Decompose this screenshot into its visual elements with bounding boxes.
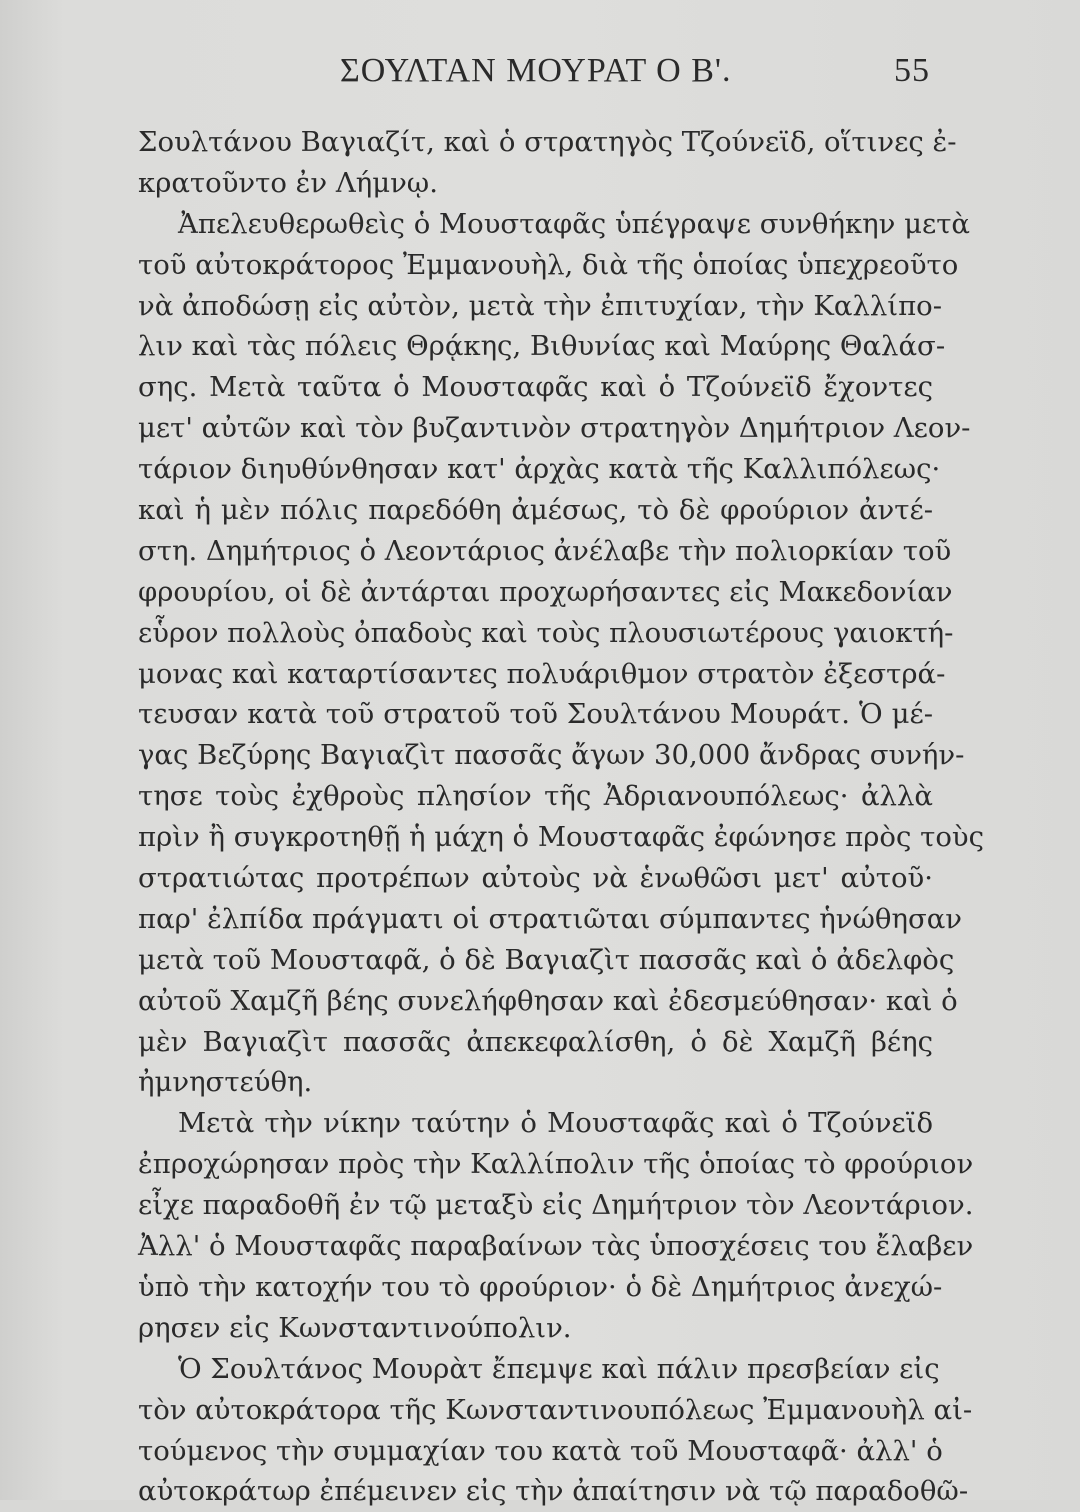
text-line: μονας καὶ καταρτίσαντες πολυάριθμον στρατὸν ἐξεστρά- (138, 657, 946, 690)
text-line: τούμενος τὴν συμμαχίαν του κατὰ τοῦ Μουσταφᾶ· ἀλλ' ὁ (138, 1434, 943, 1467)
text-line: τευσαν κατὰ τοῦ στρατοῦ τοῦ Σουλτάνου Μουράτ. Ὁ μέ- (138, 698, 933, 731)
text-line: Ὁ Σουλτάνος Μουρὰτ ἔπεμψε καὶ πάλιν πρεσβείαν εἰς (178, 1352, 940, 1385)
text-line: ὑπὸ τὴν κατοχήν του τὸ φρούριον· ὁ δὲ Δημήτριος ἀνεχώ- (138, 1270, 943, 1303)
text-line: κρατοῦντο ἐν Λήμνῳ. (138, 166, 438, 199)
text-line: καὶ ἡ μὲν πόλις παρεδόθη ἀμέσως, τὸ δὲ φρούριον ἀντέ- (138, 494, 933, 527)
text-line: εἶχε παραδοθῆ ἐν τῷ μεταξὺ εἰς Δημήτριον τὸν Λεοντάριον. (138, 1189, 974, 1222)
page-number: 55 (894, 52, 930, 89)
text-line: στη. Δημήτριος ὁ Λεοντάριος ἀνέλαβε τὴν πολιορκίαν τοῦ (138, 534, 952, 567)
text-line: Σουλτάνου Βαγιαζίτ, καὶ ὁ στρατηγὸς Τζούνεϊδ, οἵτινες ἐ- (138, 126, 957, 158)
text-line: στρατιώτας προτρέπων αὐτοὺς νὰ ἑνωθῶσι μετ' αὐτοῦ· (138, 862, 933, 895)
text-line: μετ' αὐτῶν καὶ τὸν βυζαντινὸν στρατηγὸν Δημήτριον Λεον- (138, 412, 971, 445)
text-line: λιν καὶ τὰς πόλεις Θρᾴκης, Βιθυνίας καὶ Μαύρης Θαλάσ- (138, 330, 946, 363)
text-line: μετὰ τοῦ Μουσταφᾶ, ὁ δὲ Βαγιαζὶτ πασσᾶς καὶ ὁ ἀδελφὸς (138, 943, 955, 976)
text-line: εὗρον πολλοὺς ὀπαδοὺς καὶ τοὺς πλουσιωτέρους γαιοκτή- (138, 616, 954, 649)
text-line: ρησεν εἰς Κωνσταντινούπολιν. (138, 1311, 572, 1344)
text-line: Ἀπελευθερωθεὶς ὁ Μουσταφᾶς ὑπέγραψε συνθήκην μετὰ (178, 207, 970, 240)
text-line: αὐτοκράτωρ ἐπέμεινεν εἰς τὴν ἀπαίτησιν νὰ τῷ παραδοθῶ- (138, 1475, 969, 1508)
text-line: γας Βεζύρης Βαγιαζὶτ πασσᾶς ἄγων 30,000 ἄνδρας συνήν- (138, 739, 965, 772)
text-line: Ἀλλ' ὁ Μουσταφᾶς παραβαίνων τὰς ὑποσχέσεις του ἔλαβεν (138, 1230, 974, 1263)
text-line: τησε τοὺς ἐχθροὺς πλησίον τῆς Ἀδριανουπόλεως· ἀλλὰ (138, 780, 933, 813)
text-line: πρὶν ἢ συγκροτηθῇ ἡ μάχη ὁ Μουσταφᾶς ἐφώνησε πρὸς τοὺς (138, 821, 985, 854)
running-title: ΣΟΥΛΤΑΝ ΜΟΥΡΑΤ Ο Β'. (340, 52, 732, 89)
text-line: τάριον διηυθύνθησαν κατ' ἀρχὰς κατὰ τῆς Καλλιπόλεως· (138, 453, 941, 486)
text-line: ἠμνηστεύθη. (138, 1066, 313, 1099)
text-line: τοῦ αὐτοκράτορος Ἐμμανουὴλ, διὰ τῆς ὁποίας ὑπεχρεοῦτο (138, 248, 959, 281)
text-line: αὐτοῦ Χαμζῆ βέης συνελήφθησαν καὶ ἐδεσμεύθησαν· καὶ ὁ (138, 984, 958, 1017)
text-line: Μετὰ τὴν νίκην ταύτην ὁ Μουσταφᾶς καὶ ὁ Τζούνεϊδ (178, 1107, 933, 1140)
text-line: παρ' ἐλπίδα πράγματι οἱ στρατιῶται σύμπαντες ἡνώθησαν (138, 902, 963, 935)
text-line: νὰ ἀποδώσῃ εἰς αὐτὸν, μετὰ τὴν ἐπιτυχίαν, τὴν Καλλίπο- (138, 289, 943, 322)
text-line: φρουρίου, οἱ δὲ ἀντάρται προχωρήσαντες εἰς Μακεδονίαν (138, 575, 953, 608)
text-line: τὸν αὐτοκράτορα τῆς Κωνσταντινουπόλεως Ἐμμανουὴλ αἰ- (138, 1393, 973, 1426)
body-text (138, 122, 985, 1512)
text-line: μὲν Βαγιαζὶτ πασσᾶς ἀπεκεφαλίσθη, ὁ δὲ Χαμζῆ βέης (138, 1025, 933, 1058)
text-line: σης. Μετὰ ταῦτα ὁ Μουσταφᾶς καὶ ὁ Τζούνεϊδ ἔχοντες (138, 371, 933, 404)
running-header (140, 52, 930, 102)
text-line: ἐπροχώρησαν πρὸς τὴν Καλλίπολιν τῆς ὁποίας τὸ φρούριον (138, 1148, 974, 1181)
